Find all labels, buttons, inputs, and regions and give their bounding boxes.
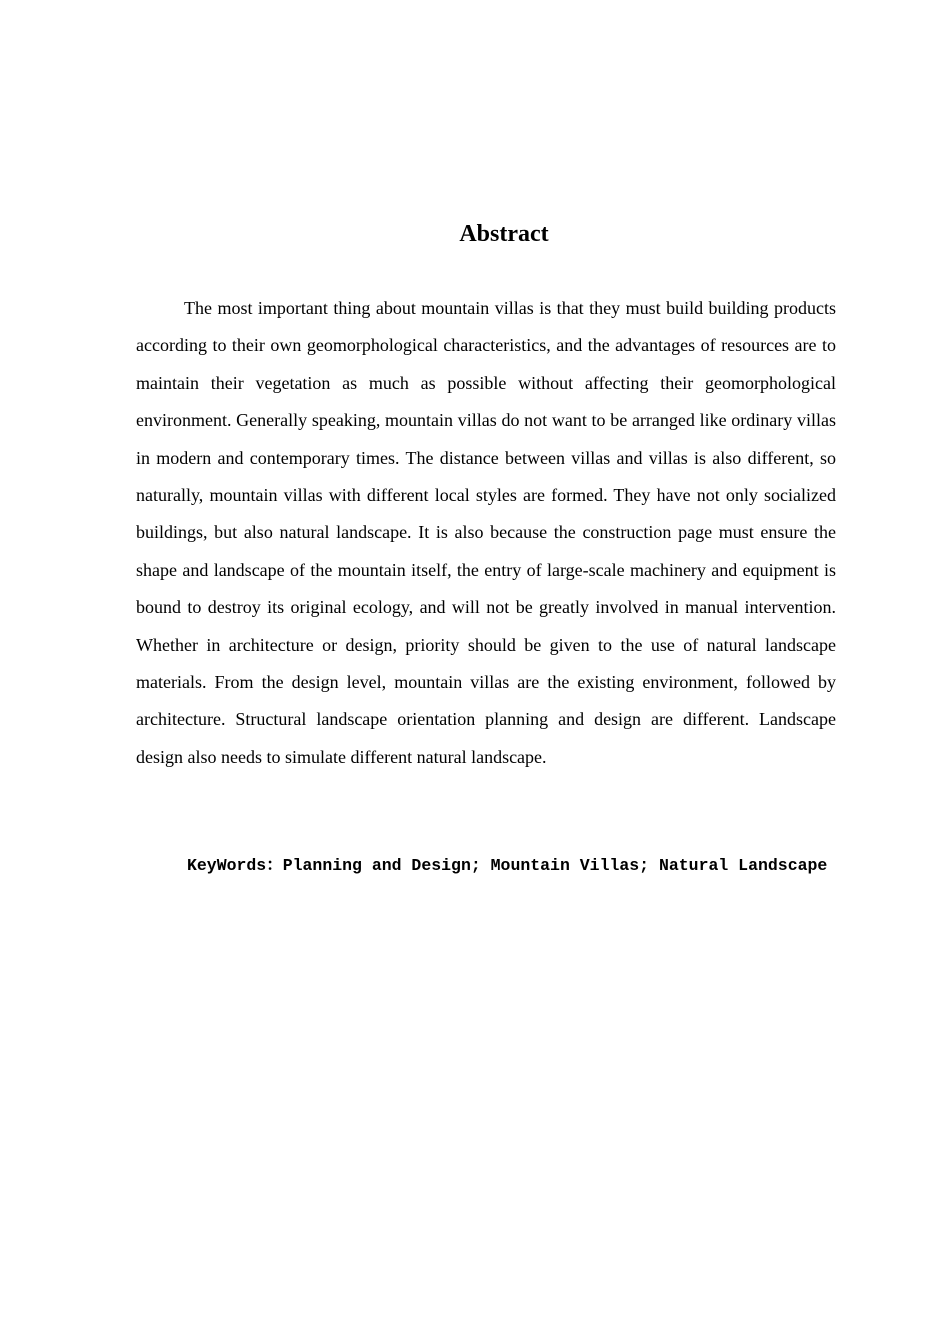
abstract-body-paragraph: The most important thing about mountain villas is that they must build building products according to their own geomorphological characteristics, and the advantages of resources are to maintain their vegetation as much as possible without affecting their geomorphological environment. Generally speaking, mountain villas do not want to be arranged like ordinary villas in modern and contemporary times. The distance between villas and villas is also different, so naturally, mountain villas with different local styles are formed. They have not only socialized buildings, but also natural landscape. It is also because the construction page must ensure the shape and landscape of the mountain itself, the entry of large-scale machinery and equipment is bound to destroy its original ecology, and will not be greatly involved in manual intervention. Whether in architecture or design, priority should be given to the use of natural landscape materials. From the design level, mountain villas are the existing environment, followed by architecture. Structural landscape orientation planning and design are different. Landscape design also needs to simulate different natural landscape. [136,298,836,767]
keywords-line: KeyWords：Planning and Design; Mountain Villas; Natural Landscape [187,856,828,875]
abstract-title: Abstract [459,221,549,247]
